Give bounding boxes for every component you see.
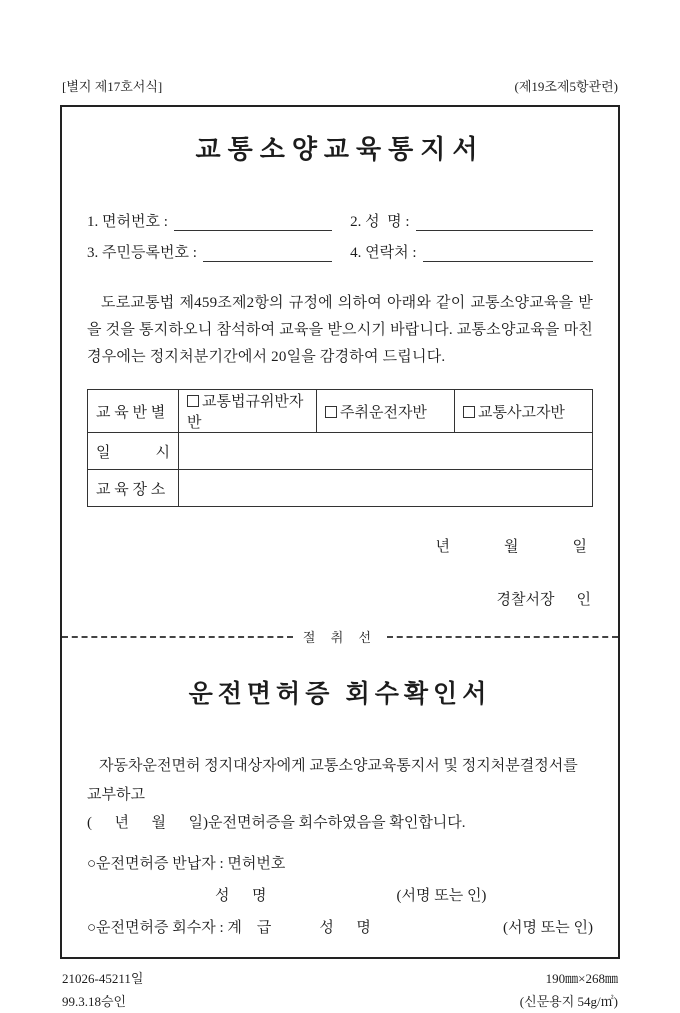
approval-date: 99.3.18승인 [62, 990, 143, 1013]
form-footer [60, 967, 620, 1013]
place-blank-cell [178, 470, 592, 507]
field-name-blank [416, 216, 593, 231]
collector-signature-label: (서명 또는 인) [503, 916, 593, 937]
cut-line-dash-right [387, 636, 618, 638]
paper-size: 190㎜×268㎜ [520, 967, 618, 990]
place-row-label: 교 육 장 소 [88, 470, 179, 507]
datetime-blank-cell [178, 433, 592, 470]
checkbox-icon[interactable] [325, 406, 337, 418]
form-reference-left: [별지 제17호서식] [62, 76, 162, 95]
option-traffic-accident [454, 390, 592, 433]
confirmation-body-line-1: 자동차운전면허 정지대상자에게 교통소양교육통지서 및 정지처분결정서를 교부하고 [87, 752, 593, 809]
field-contact-label: 4. 연락처 : [350, 241, 416, 262]
collector-name-label: 성 명 [319, 916, 370, 937]
form-header [60, 76, 620, 95]
fields-grid [87, 210, 593, 262]
field-contact-blank [423, 247, 594, 262]
license-collector-label: ○운전면허증 회수자 : 계 급 [87, 916, 271, 937]
field-resident-number [87, 241, 350, 262]
year-label: 년 [436, 535, 451, 556]
field-row-1 [87, 210, 593, 231]
cut-line [62, 627, 618, 646]
month-label: 월 [504, 535, 519, 556]
form-reference-right: (제19조제5항관련) [514, 76, 618, 95]
license-collector-line [87, 916, 593, 937]
education-table [87, 389, 593, 507]
license-returner-line [87, 852, 593, 873]
field-contact [350, 241, 593, 262]
field-license-number-label: 1. 면허번호 : [87, 210, 168, 231]
notice-body-text: 도로교통법 제459조제2항의 규정에 의하여 아래와 같이 교통소양교육을 받을 것을 통지하오니 참석하여 교육을 받으시기 바랍니다. 교통소양교육을 마친 경우에는 정지처분기간에서 20일을 감경하여 드립니다. [87, 290, 593, 371]
issue-date-line [87, 535, 593, 556]
confirmation-body [87, 752, 593, 838]
field-name-label: 2. 성 명 : [350, 210, 409, 231]
footer-right-block [520, 967, 618, 1013]
cut-line-dash-left [62, 636, 293, 638]
field-resident-number-blank [203, 247, 332, 262]
seal-label: 인 [577, 588, 592, 609]
confirmation-body-line-2: ( 년 월 일)운전면허증을 회수하였음을 확인합니다. [87, 809, 593, 838]
returner-signature-label: (서명 또는 인) [396, 884, 486, 905]
checkbox-icon[interactable] [463, 406, 475, 418]
table-row-datetime [88, 433, 593, 470]
returner-name-line [87, 884, 593, 905]
day-label: 일 [573, 535, 588, 556]
field-license-number [87, 210, 350, 231]
confirmation-title: 운전면허증 회수확인서 [87, 674, 593, 710]
field-name [350, 210, 593, 231]
paper-spec: (신문용지 54g/㎡) [520, 990, 618, 1013]
table-row-class-type [88, 390, 593, 433]
field-row-2 [87, 241, 593, 262]
option-drunk-driving-label: 주취운전자반 [340, 405, 427, 421]
option-drunk-driving [316, 390, 454, 433]
form-border-box [60, 105, 620, 959]
class-type-row-label: 교 육 반 별 [88, 390, 179, 433]
footer-left-block [62, 967, 143, 1013]
cut-line-label: 절 취 선 [293, 627, 387, 646]
signature-line [87, 588, 593, 609]
field-license-number-blank [174, 216, 332, 231]
form-number: 21026-45211일 [62, 967, 143, 990]
police-chief-label: 경찰서장 [497, 588, 555, 609]
option-traffic-violation [178, 390, 316, 433]
returner-name-label: 성 명 [215, 884, 266, 905]
option-traffic-violation-label: 교통법규위반자반 [187, 394, 303, 431]
field-resident-number-label: 3. 주민등록번호 : [87, 241, 197, 262]
checkbox-icon[interactable] [187, 395, 199, 407]
option-traffic-accident-label: 교통사고자반 [478, 405, 565, 421]
table-row-place [88, 470, 593, 507]
notice-title: 교통소양교육통지서 [87, 129, 593, 166]
datetime-row-label: 일 시 [88, 433, 179, 470]
confirmation-fields [87, 852, 593, 937]
license-returner-label: ○운전면허증 반납자 : 면허번호 [87, 852, 285, 873]
